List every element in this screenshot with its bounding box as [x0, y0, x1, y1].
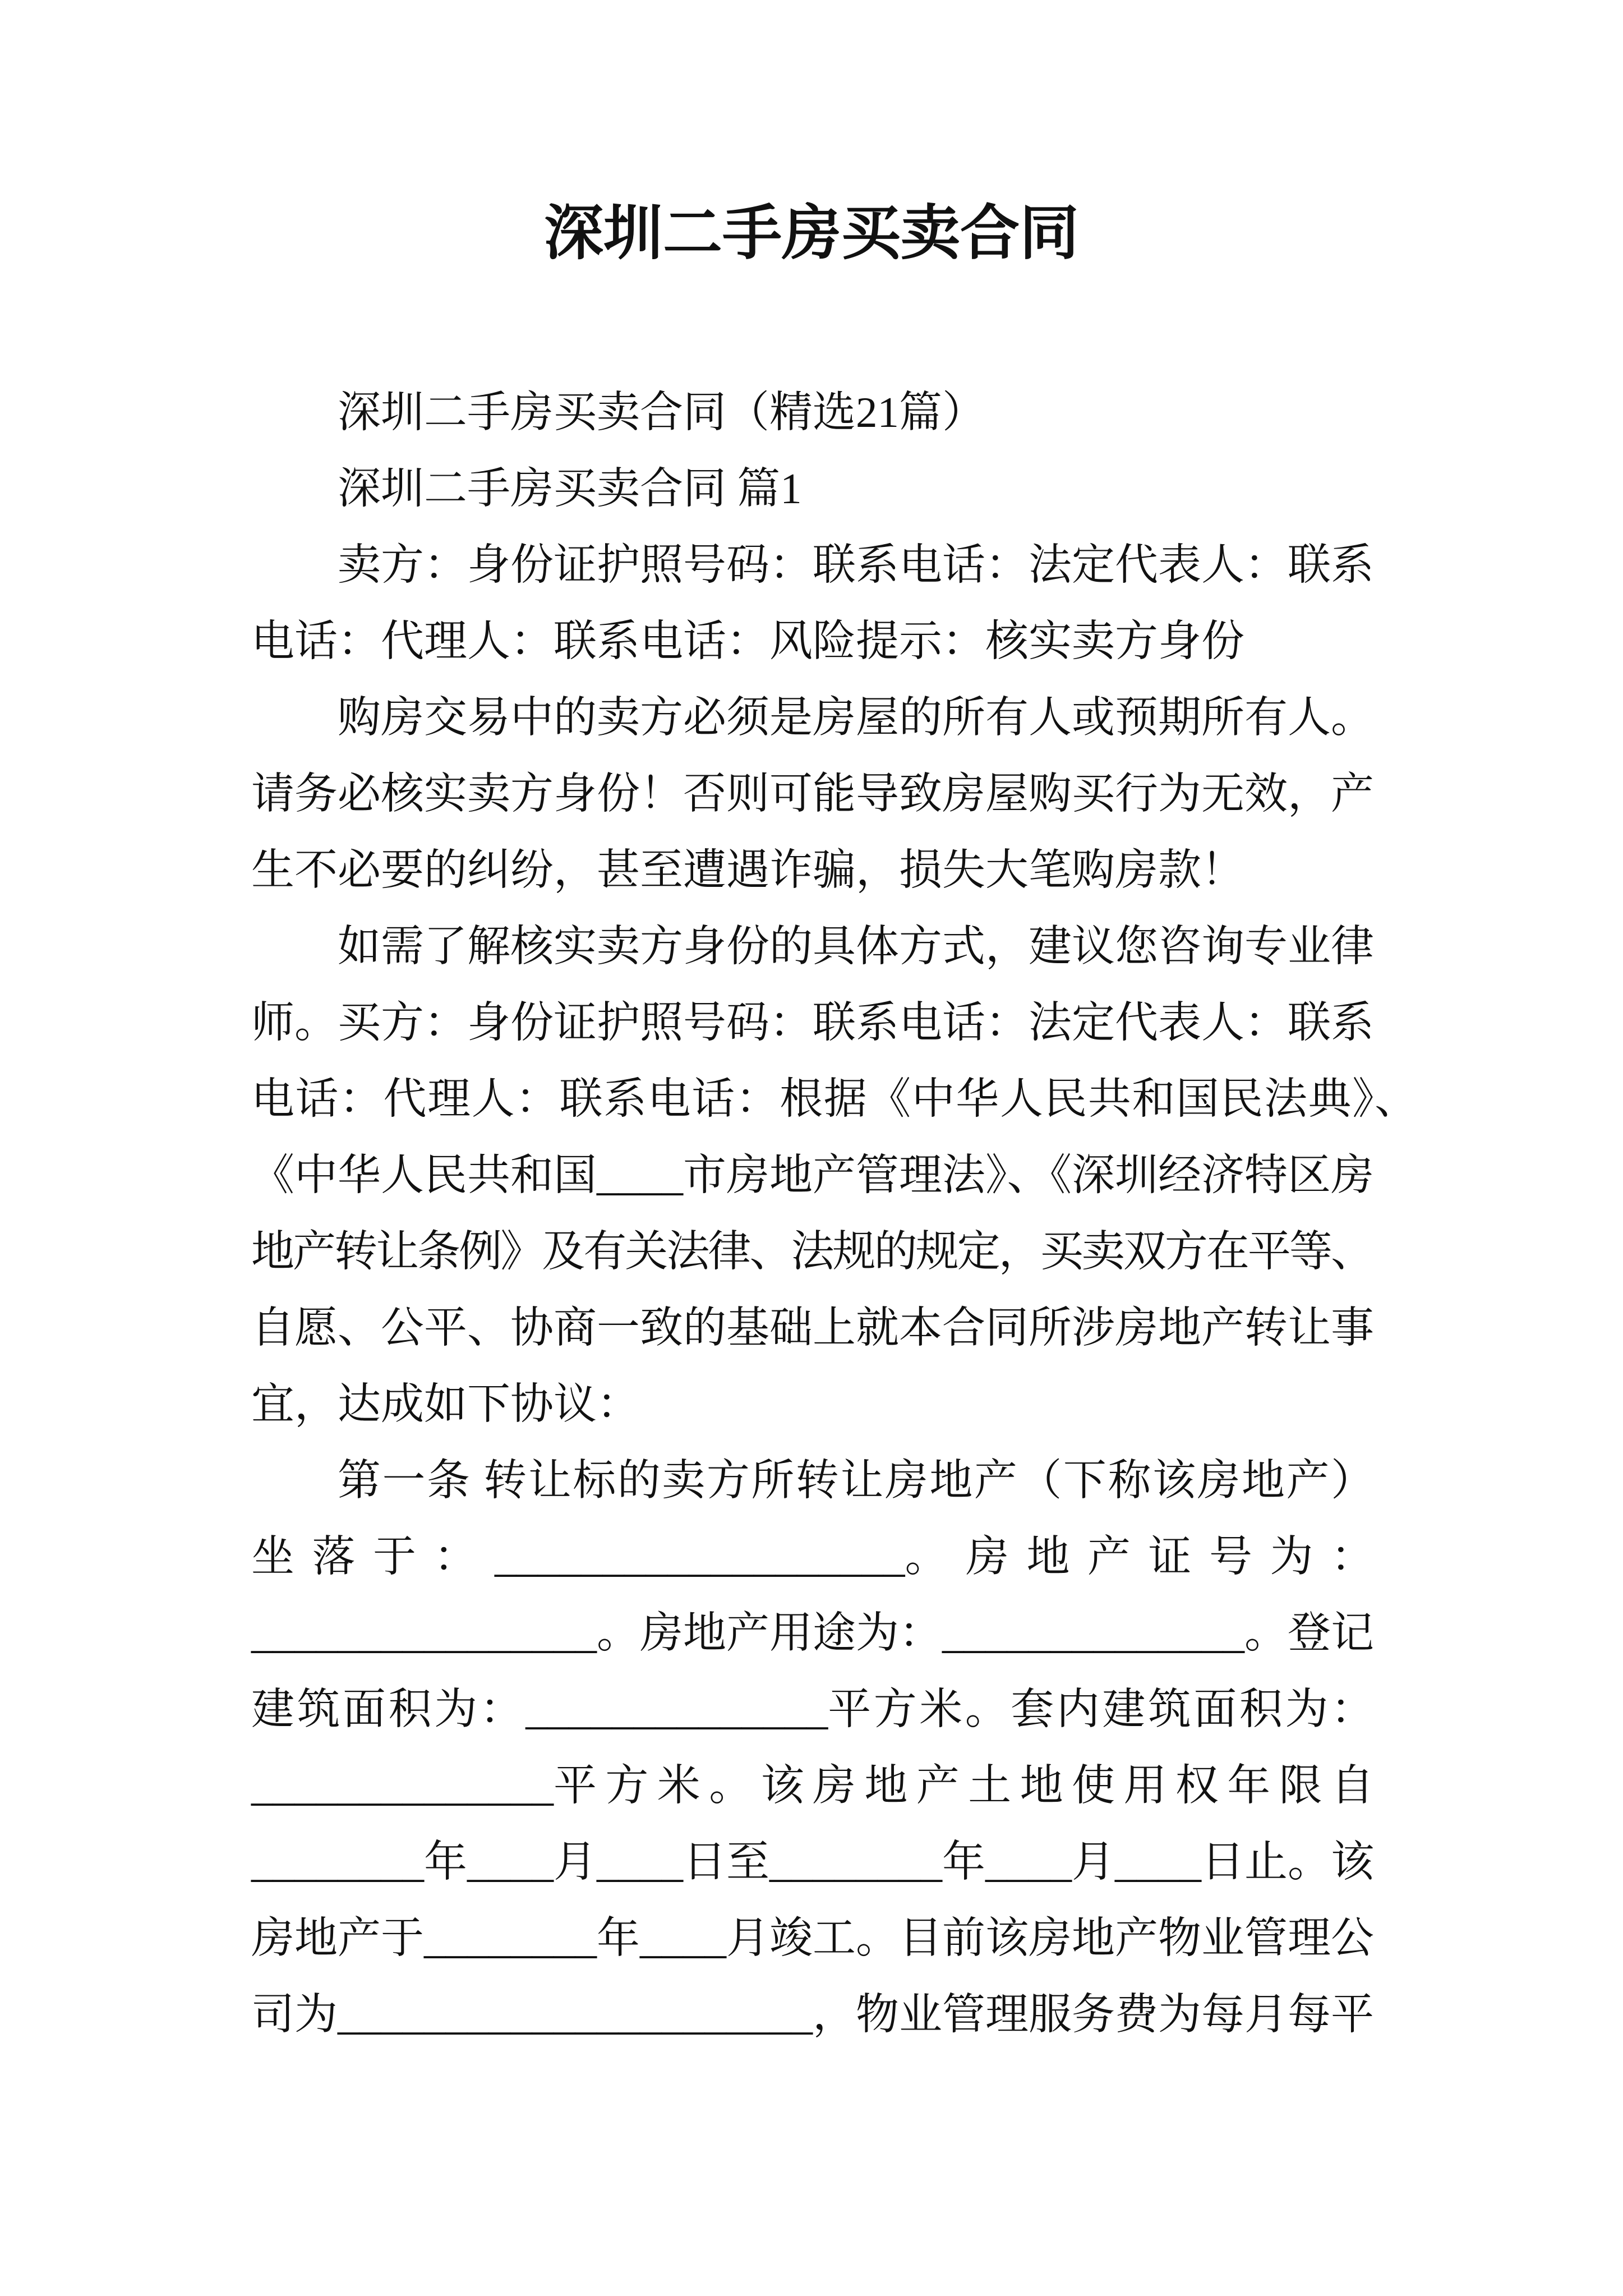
document-title: 深圳二手房买卖合同	[544, 201, 1079, 266]
body-line-text	[251, 1061, 1419, 1137]
body-line-text	[338, 1442, 1376, 1519]
body-line	[251, 1213, 1374, 1290]
body-line-text	[251, 1137, 1374, 1213]
text-run: 月	[1072, 1838, 1115, 1886]
body-line	[251, 1366, 1374, 1442]
blank-field: ____	[1115, 1838, 1201, 1886]
body-line	[251, 832, 1374, 908]
text-run: ，物业管理服务费为每月每平	[813, 1990, 1374, 2039]
text-run: 自愿、公平、协商一致的基础上就本合同所涉房地产转让事	[251, 1304, 1374, 1352]
blank-field: ________________	[251, 1609, 597, 1657]
text-run: 地产转让条例》及有关法律、法规的规定，买卖双方在平等、	[251, 1227, 1373, 1276]
blank-field: ____	[640, 1914, 726, 1962]
body-line-text	[338, 679, 1374, 756]
body-line-text	[251, 1824, 1374, 1900]
body-line-text	[251, 1976, 1374, 2053]
text-run: 购房交易中的卖方必须是房屋的所有人或预期所有人。	[338, 693, 1374, 742]
text-run: 电话：代理人：联系电话：根据《中华人民共和国民法典》、	[251, 1075, 1419, 1123]
blank-field: ____	[467, 1838, 554, 1886]
text-run: 。房地产证号为：	[905, 1533, 1392, 1581]
body-line	[251, 1824, 1374, 1900]
text-run: 平方米。该房地产土地使用权年限自	[554, 1761, 1383, 1810]
body-line-text	[251, 1366, 640, 1442]
text-run: 电话：代理人：联系电话：风险提示：核实卖方身份	[251, 617, 1244, 665]
blank-field: ______________	[251, 1761, 554, 1810]
text-run: 。登记	[1244, 1609, 1374, 1657]
text-run: 宜，达成如下协议：	[251, 1380, 640, 1428]
body-line-text	[251, 603, 1244, 679]
blank-field: ______________________	[338, 1990, 813, 2039]
text-run: 生不必要的纠纷，甚至遭遇诈骗，损失大笔购房款！	[251, 846, 1244, 894]
blank-field: ________	[251, 1838, 424, 1886]
body-line	[251, 1976, 1374, 2053]
text-run: 平方米。套内建筑面积为：	[828, 1685, 1377, 1733]
body-line-text	[338, 908, 1374, 984]
body-line-text	[251, 1900, 1374, 1976]
blank-field: ___________________	[495, 1533, 905, 1581]
text-run: 市房地产管理法》、《深圳经济特区房	[683, 1151, 1374, 1199]
body-line-text	[338, 527, 1374, 603]
body-line-text	[251, 984, 1374, 1061]
text-run: 日至	[683, 1838, 769, 1886]
blank-field: ______________	[525, 1685, 828, 1733]
text-run: 日止。该	[1201, 1838, 1374, 1886]
text-run: 坐落于：	[251, 1533, 495, 1581]
body-line-text	[251, 1213, 1372, 1290]
body-line	[251, 1519, 1392, 1595]
text-run: 年	[424, 1838, 467, 1886]
body-line	[251, 1137, 1374, 1213]
body-line-text	[251, 832, 1244, 908]
body-line-text	[251, 756, 1374, 832]
body-line	[251, 1671, 1377, 1747]
text-run: 司为	[251, 1990, 338, 2039]
blank-field: ____	[985, 1838, 1072, 1886]
body-line	[251, 527, 1374, 603]
text-run: 房地产于	[251, 1914, 424, 1962]
document-body	[251, 374, 1419, 2053]
blank-field: ____	[597, 1838, 683, 1886]
body-line	[251, 1442, 1374, 1519]
text-run: 。房地产用途为：	[597, 1609, 942, 1657]
blank-field: ________	[424, 1914, 597, 1962]
text-run: 年	[597, 1914, 640, 1962]
body-line	[251, 374, 1374, 450]
body-line	[251, 1900, 1374, 1976]
text-run: 卖方：身份证护照号码：联系电话：法定代表人：联系	[338, 541, 1374, 589]
body-line-text	[251, 1671, 1377, 1747]
body-line	[251, 1061, 1418, 1137]
body-line	[251, 679, 1374, 756]
body-line	[251, 1290, 1374, 1366]
text-run: 师。买方：身份证护照号码：联系电话：法定代表人：联系	[251, 999, 1374, 1047]
text-run: 请务必核实卖方身份！否则可能导致房屋购买行为无效，产	[251, 770, 1374, 818]
body-line	[251, 984, 1374, 1061]
text-run: 第一条 转让标的卖方所转让房地产（下称该房地产）	[338, 1456, 1376, 1504]
body-line	[251, 603, 1374, 679]
body-line	[251, 1595, 1374, 1671]
blank-field: ______________	[942, 1609, 1244, 1657]
blank-field: ________	[769, 1838, 942, 1886]
text-run: 如需了解核实卖方身份的具体方式，建议您咨询专业律	[338, 922, 1374, 970]
body-line-text	[251, 1290, 1374, 1366]
body-line-text	[251, 1595, 1374, 1671]
text-run: 年	[942, 1838, 985, 1886]
text-run: 深圳二手房买卖合同（精选21篇）	[338, 388, 985, 436]
blank-field: ____	[597, 1151, 683, 1199]
text-run: 《中华人民共和国	[251, 1151, 597, 1199]
body-line-text	[338, 450, 802, 527]
body-line	[251, 450, 1374, 527]
text-run: 建筑面积为：	[251, 1685, 526, 1733]
text-run: 月竣工。目前该房地产物业管理公	[726, 1914, 1374, 1962]
body-line	[251, 908, 1374, 984]
body-line	[251, 1747, 1383, 1824]
text-run: 月	[554, 1838, 597, 1886]
body-line	[251, 756, 1374, 832]
text-run: 深圳二手房买卖合同 篇1	[338, 464, 802, 513]
body-line-text	[251, 1747, 1382, 1824]
body-line-text	[251, 1519, 1392, 1595]
body-line-text	[338, 374, 985, 450]
